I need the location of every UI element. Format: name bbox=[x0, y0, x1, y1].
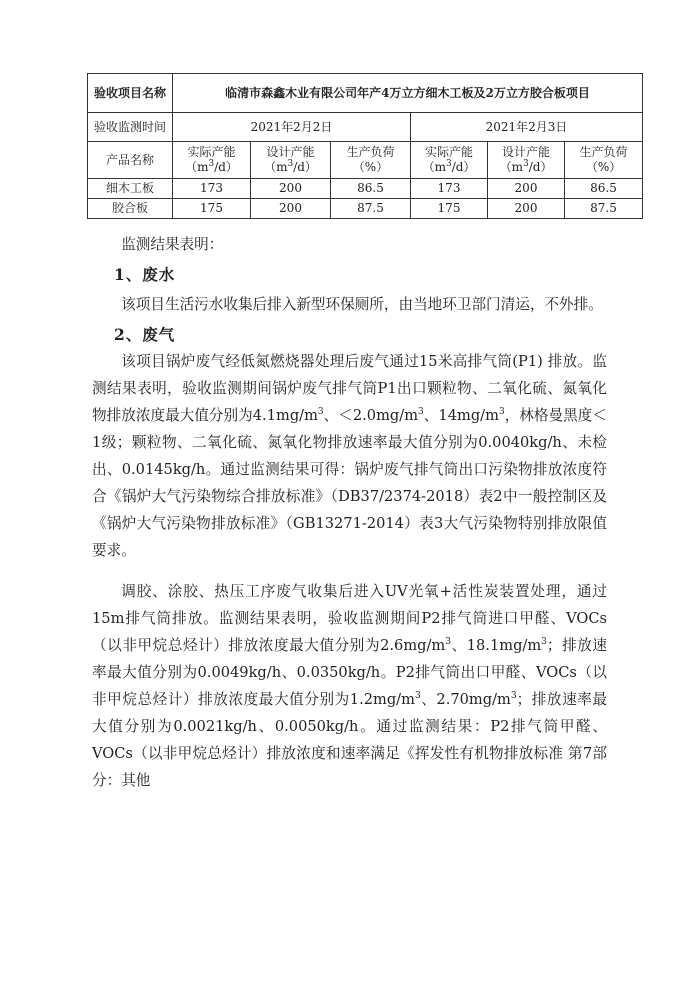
value-cell: 86.5 bbox=[565, 179, 643, 199]
header-actual-2: 实际产能 $(m^3/d)$ bbox=[411, 142, 488, 179]
heading-exhaust-gas: 2、废气 bbox=[114, 325, 176, 344]
value-cell: 87.5 bbox=[331, 199, 411, 219]
label-time-cell: 验收监测时间 bbox=[88, 113, 173, 142]
header-actual-1: 实际产能 $(m^3/d)$ bbox=[173, 142, 251, 179]
header-design-2: 设计产能 $(m^3/d)$ bbox=[488, 142, 565, 179]
value-cell: 86.5 bbox=[331, 179, 411, 199]
paragraph-wastewater: 该项目生活污水收集后排入新型环保厕所，由当地环卫部门清运，不外排。 bbox=[121, 296, 603, 313]
value-cell: 87.5 bbox=[565, 199, 643, 219]
value-cell: 173 bbox=[411, 179, 488, 199]
heading-wastewater: 1、废水 bbox=[114, 265, 176, 284]
label-product-cell: 产品名称 bbox=[88, 142, 173, 179]
header-load-1: 生产负荷 （%） bbox=[331, 142, 411, 179]
value-cell: 175 bbox=[411, 199, 488, 219]
label-project-cell: 验收项目名称 bbox=[88, 74, 173, 113]
header-design-1: 设计产能 $(m^3/d)$ bbox=[251, 142, 331, 179]
date1-cell: 2021年2月2日 bbox=[173, 113, 411, 142]
value-cell: 200 bbox=[488, 179, 565, 199]
results-intro: 监测结果表明： bbox=[121, 236, 224, 253]
value-cell: 200 bbox=[488, 199, 565, 219]
value-cell: 200 bbox=[251, 179, 331, 199]
value-cell: 200 bbox=[251, 199, 331, 219]
table-row bbox=[88, 199, 643, 219]
paragraph-voc-gas: 调胶、涂胶、热压工序废气收集后进入UV光氧+活性炭装置处理，通过15m排气筒排放。监测结果表明，验收监测期间P2排气筒进口甲醛、VOCs（以非甲烷总烃计）排放浓度最大值分别为$2.6mg/m^3$、$18.1mg/m^3$；排放速率最大值分别为0.0049kg/h、0.0350kg/h。P2排气筒出口甲醛、VOCs（以非甲烷总烃计）排放浓度最大值分别为$1.2mg/m^3$、$2.70mg/m^3$；排放速率最大值分别为0.0021kg/h、0.0050kg/h。通过监测结果：P2排气筒甲醛、VOCs（以非甲烷总烃计）排放浓度和速率满足《挥发性有机物排放标准 第7部分：其他 bbox=[92, 583, 607, 789]
date2-cell: 2021年2月3日 bbox=[411, 113, 643, 142]
table-row bbox=[88, 179, 643, 199]
value-cell: 173 bbox=[173, 179, 251, 199]
value-cell: 175 bbox=[173, 199, 251, 219]
paragraph-boiler-gas: 该项目锅炉废气经低氮燃烧器处理后废气通过15米高排气筒(P1) 排放。监测结果表明，验收监测期间锅炉废气排气筒P1出口颗粒物、二氧化硫、氮氧化物排放浓度最大值分别为$4.1mg/m^3$、$<2.0mg/m^3$、$14mg/m^3$，林格曼黑度＜1级；颗粒物、二氧化硫、氮氧化物排放速率最大值分别为0.0040kg/h、未检出、0.0145kg/h。通过监测结果可得：锅炉废气排气筒出口污染物排放浓度符合《锅炉大气污染物综合排放标准》（DB37/2374-2018）表2中一般控制区及《锅炉大气污染物排放标准》（GB13271-2014）表3大气污染物特别排放限值要求。 bbox=[92, 353, 607, 559]
product-name-cell: 胶合板 bbox=[88, 199, 173, 219]
header-load-2: 生产负荷 （%） bbox=[565, 142, 643, 179]
body-text bbox=[92, 231, 607, 794]
project-name-cell: 临清市森鑫木业有限公司年产4万立方细木工板及2万立方胶合板项目 bbox=[173, 74, 643, 113]
product-name-cell: 细木工板 bbox=[88, 179, 173, 199]
acceptance-table bbox=[87, 73, 643, 219]
